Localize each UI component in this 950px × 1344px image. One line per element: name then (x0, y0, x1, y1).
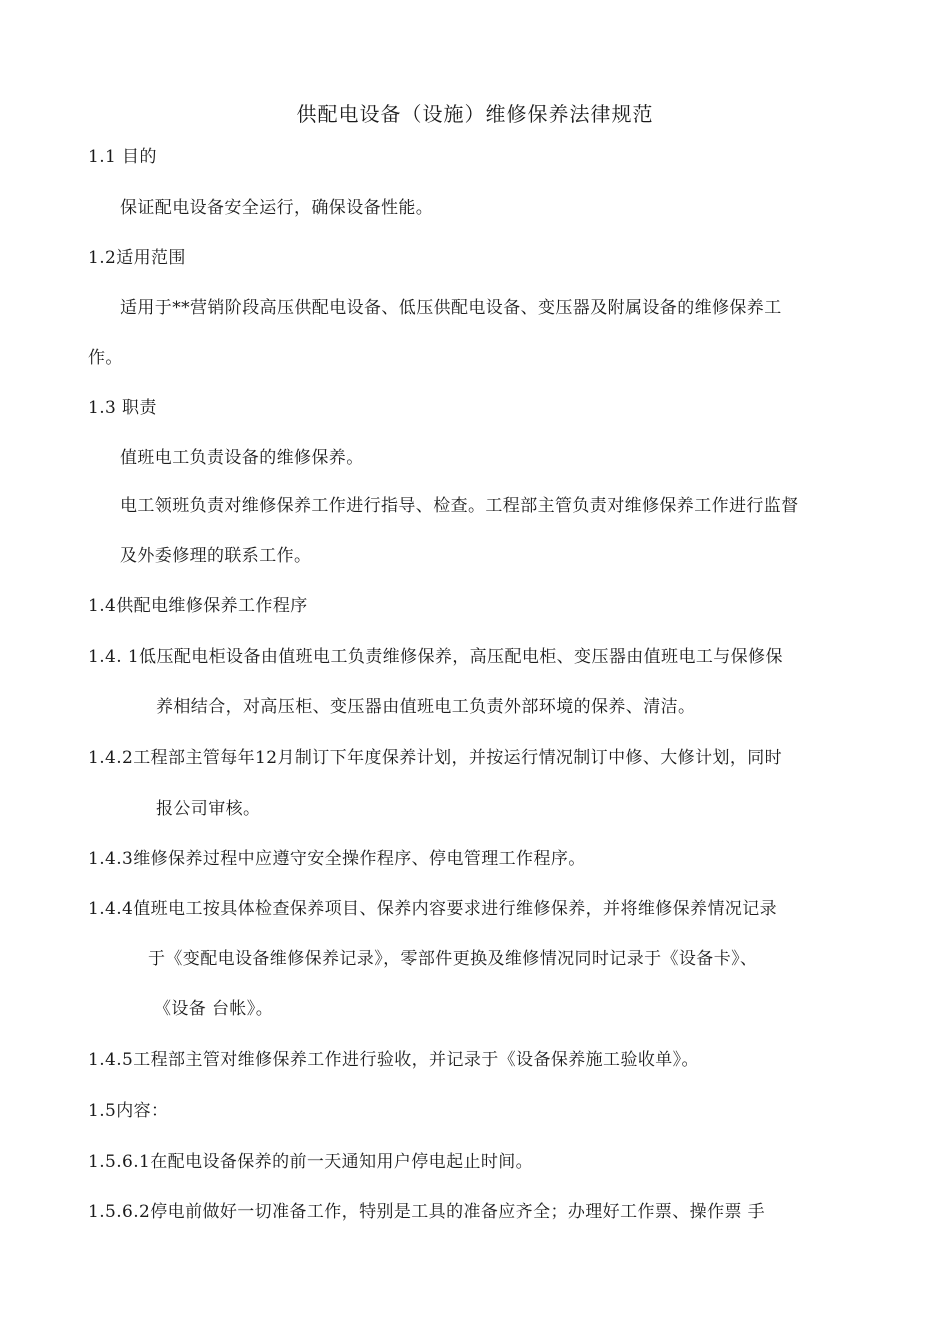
clause-1-5-6-1: 1.5.6.1在配电设备保养的前一天通知用户停电起止时间。 (88, 1152, 534, 1172)
section-heading-1-3: 1.3 职责 (88, 398, 157, 418)
clause-1-4-1: 1.4. 1低压配电柜设备由值班电工负责维修保养，高压配电柜、变压器由值班电工与保修保 (88, 647, 783, 667)
clause-1-5-6-2: 1.5.6.2停电前做好一切准备工作，特别是工具的准备应齐全；办理好工作票、操作票 手 (88, 1202, 766, 1222)
paragraph-line: 及外委修理的联系工作。 (120, 546, 312, 566)
clause-continuation: 报公司审核。 (156, 799, 261, 819)
paragraph-line: 电工领班负责对维修保养工作进行指导、检查。工程部主管负责对维修保养工作进行监督 (120, 496, 799, 516)
document-title: 供配电设备（设施）维修保养法律规范 (296, 102, 654, 126)
paragraph-line: 作。 (88, 348, 123, 368)
paragraph-line: 值班电工负责设备的维修保养。 (120, 448, 364, 468)
section-heading-1-2: 1.2适用范围 (88, 248, 186, 268)
clause-continuation: 于《变配电设备维修保养记录》，零部件更换及维修情况同时记录于《设备卡》、 (148, 949, 758, 969)
clause-1-4-3: 1.4.3维修保养过程中应遵守安全操作程序、停电管理工作程序。 (88, 849, 586, 869)
section-heading-1-1: 1.1 目的 (88, 147, 157, 167)
clause-1-4-2: 1.4.2工程部主管每年12月制订下年度保养计划，并按运行情况制订中修、大修计划，同时 (88, 748, 783, 768)
clause-1-4-4: 1.4.4值班电工按具体检查保养项目、保养内容要求进行维修保养，并将维修保养情况记录 (88, 899, 778, 919)
paragraph-line: 适用于**营销阶段高压供配电设备、低压供配电设备、变压器及附属设备的维修保养工 (120, 298, 782, 318)
clause-continuation: 养相结合，对高压柜、变压器由值班电工负责外部环境的保养、清洁。 (156, 697, 696, 717)
section-heading-1-4: 1.4供配电维修保养工作程序 (88, 596, 308, 616)
clause-1-4-5: 1.4.5工程部主管对维修保养工作进行验收，并记录于《设备保养施工验收单》。 (88, 1050, 699, 1070)
paragraph-line: 保证配电设备安全运行，确保设备性能。 (120, 198, 434, 218)
section-heading-1-5: 1.5内容： (88, 1101, 169, 1121)
clause-continuation: 《设备 台帐》。 (154, 999, 274, 1019)
